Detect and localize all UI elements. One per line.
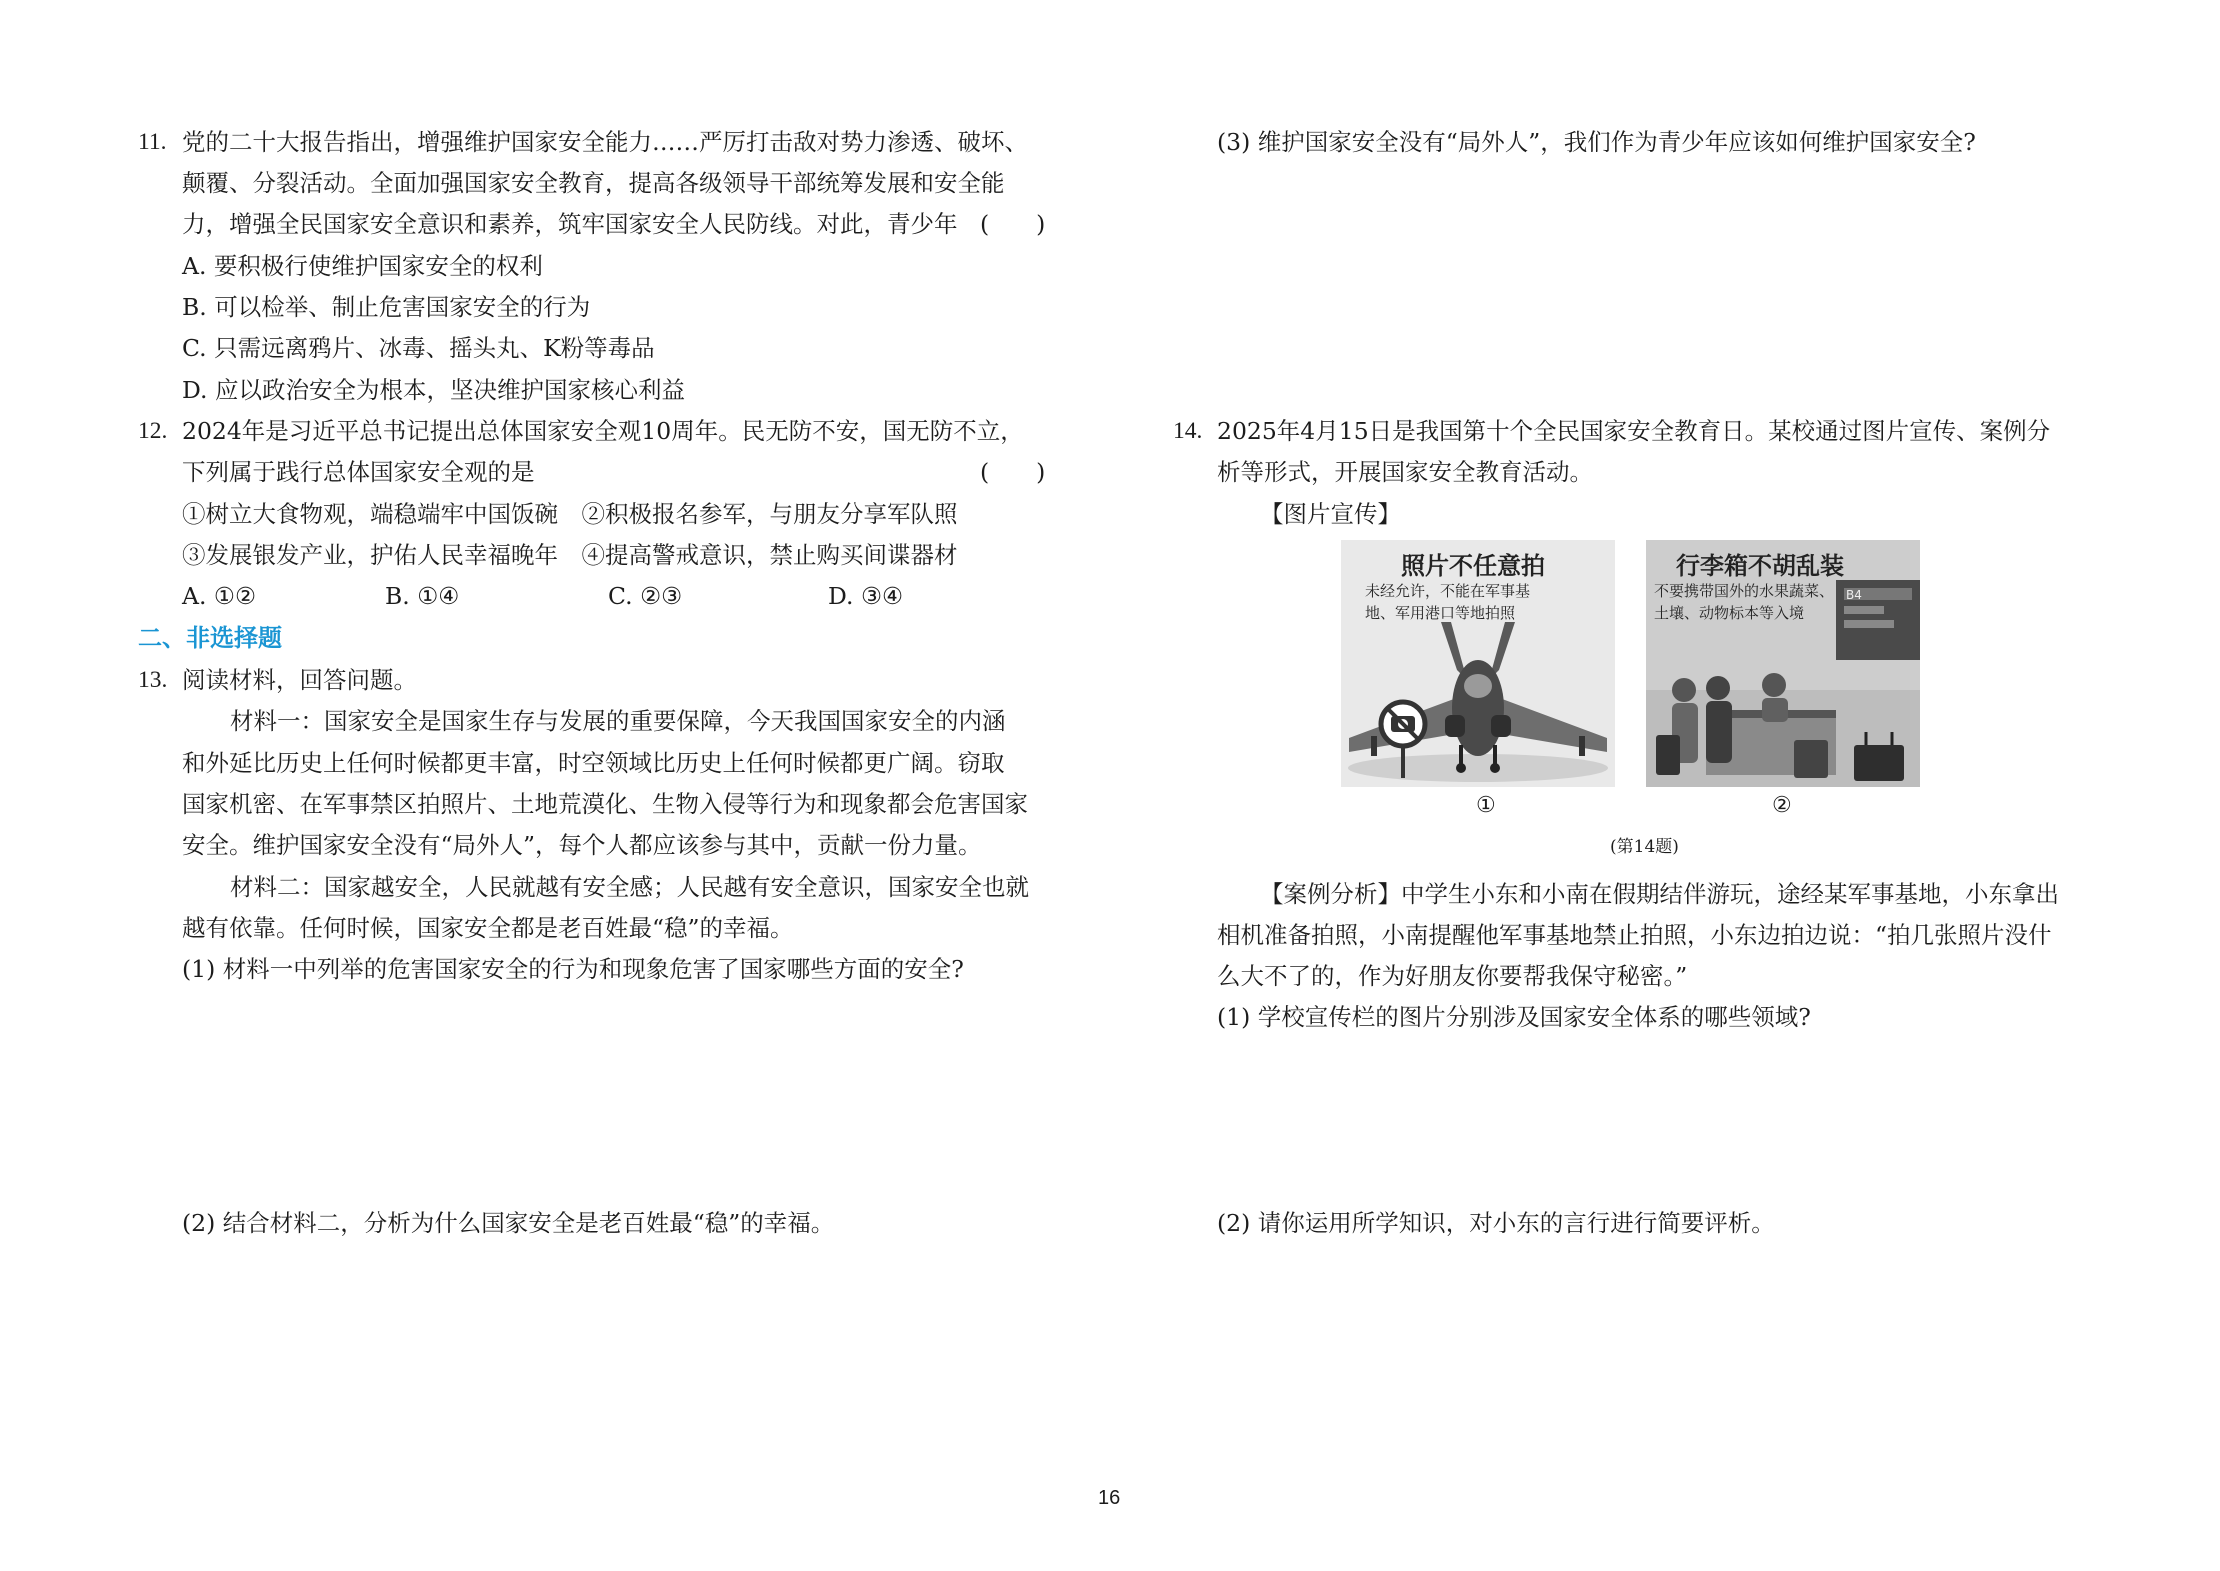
question-12-choice-b: B. ①④ — [385, 582, 460, 610]
question-13-sub-1: (1) 材料一中列举的危害国家安全的行为和现象危害了国家哪些方面的安全? — [182, 955, 964, 983]
poster-1-text-line-1: 未经允许，不能在军事基 — [1365, 582, 1531, 600]
material-1-line-2: 和外延比历史上任何时候都更丰富，时空领域比历史上任何时候都更广阔。窃取 — [182, 749, 1005, 777]
poster-2-marker: ② — [1772, 793, 1792, 818]
departure-board-label: B4 — [1846, 588, 1862, 602]
question-13-sub-3: (3) 维护国家安全没有“局外人”，我们作为青少年应该如何维护国家安全? — [1217, 128, 1976, 156]
question-14-number: 14. — [1173, 418, 1203, 444]
question-11-answer-blank: ( ) — [980, 210, 1046, 238]
case-analysis-line-2: 相机准备拍照，小南提醒他军事基地禁止拍照，小东边拍边说：“拍几张照片没什 — [1217, 921, 2052, 949]
figure-caption: (第14题) — [1610, 837, 1679, 857]
question-12-choice-d: D. ③④ — [828, 582, 904, 610]
question-13-intro: 阅读材料，回答问题。 — [182, 666, 417, 694]
question-14-line-2: 析等形式，开展国家安全教育活动。 — [1217, 458, 1593, 486]
material-2-line-1: 材料二：国家越安全，人民就越有安全感；人民越有安全意识，国家安全也就 — [230, 873, 1029, 901]
material-2-line-2: 越有依靠。任何时候，国家安全都是老百姓最“稳”的幸福。 — [182, 914, 794, 942]
question-11-option-b: B. 可以检举、制止危害国家安全的行为 — [182, 293, 591, 321]
question-12-number: 12. — [138, 418, 168, 444]
question-12-choice-a: A. ①② — [182, 582, 257, 610]
poster-2-text-line-2: 土壤、动物标本等入境 — [1654, 604, 1805, 622]
question-12-item-line-1: ①树立大食物观，端稳端牢中国饭碗 ②积极报名参军，与朋友分享军队照 — [182, 500, 958, 528]
question-11-line-2: 颠覆、分裂活动。全面加强国家安全教育，提高各级领导干部统筹发展和安全能 — [182, 169, 1005, 197]
question-13-number: 13. — [138, 667, 168, 693]
poster-2-text-line-1: 不要携带国外的水果蔬菜、 — [1654, 582, 1835, 600]
question-12-line-2: 下列属于践行总体国家安全观的是 — [182, 458, 535, 486]
question-11-number: 11. — [138, 129, 167, 155]
poster-photo-rules — [1341, 540, 1615, 787]
poster-1-title: 照片不任意拍 — [1401, 552, 1545, 580]
poster-2-title: 行李箱不胡乱装 — [1676, 552, 1844, 580]
poster-luggage-rules — [1646, 540, 1920, 787]
question-12-answer-blank: ( ) — [980, 458, 1046, 486]
question-12-item-line-2: ③发展银发产业，护佑人民幸福晚年 ④提高警戒意识，禁止购买间谍器材 — [182, 541, 958, 569]
question-14-line-1: 2025年4月15日是我国第十个全民国家安全教育日。某校通过图片宣传、案例分 — [1217, 417, 2051, 445]
question-12-line-1: 2024年是习近平总书记提出总体国家安全观10周年。民无防不安，国无防不立， — [182, 417, 1024, 445]
question-11-option-a: A. 要积极行使维护国家安全的权利 — [182, 252, 543, 280]
case-analysis-line-1: 【案例分析】中学生小东和小南在假期结伴游玩，途经某军事基地，小东拿出 — [1260, 880, 2059, 908]
question-14-sub-2: (2) 请你运用所学知识，对小东的言行进行简要评析。 — [1217, 1209, 1775, 1237]
material-1-line-4: 安全。维护国家安全没有“局外人”，每个人都应该参与其中，贡献一份力量。 — [182, 831, 982, 859]
question-14-sub-1: (1) 学校宣传栏的图片分别涉及国家安全体系的哪些领域? — [1217, 1003, 1811, 1031]
picture-promotion-heading: 【图片宣传】 — [1260, 500, 1401, 528]
page-number: 16 — [1098, 1487, 1121, 1509]
material-1-line-3: 国家机密、在军事禁区拍照片、土地荒漠化、生物入侵等行为和现象都会危害国家 — [182, 790, 1028, 818]
poster-1-text-line-2: 地、军用港口等地拍照 — [1365, 604, 1516, 622]
poster-1-marker: ① — [1476, 793, 1496, 818]
question-11-option-d: D. 应以政治安全为根本，坚决维护国家核心利益 — [182, 376, 685, 404]
case-analysis-line-3: 么大不了的，作为好朋友你要帮我保守秘密。” — [1217, 962, 1688, 990]
question-12-choice-c: C. ②③ — [608, 582, 683, 610]
question-11-line-1: 党的二十大报告指出，增强维护国家安全能力……严厉打击敌对势力渗透、破坏、 — [182, 128, 1028, 156]
material-1-line-1: 材料一：国家安全是国家生存与发展的重要保障，今天我国国家安全的内涵 — [230, 707, 1006, 735]
question-13-sub-2: (2) 结合材料二，分析为什么国家安全是老百姓最“稳”的幸福。 — [182, 1209, 835, 1237]
question-11-option-c: C. 只需远离鸦片、冰毒、摇头丸、K粉等毒品 — [182, 334, 655, 362]
section-heading-non-choice: 二、非选择题 — [138, 624, 282, 652]
question-11-line-3: 力，增强全民国家安全意识和素养，筑牢国家安全人民防线。对此，青少年 — [182, 210, 958, 238]
